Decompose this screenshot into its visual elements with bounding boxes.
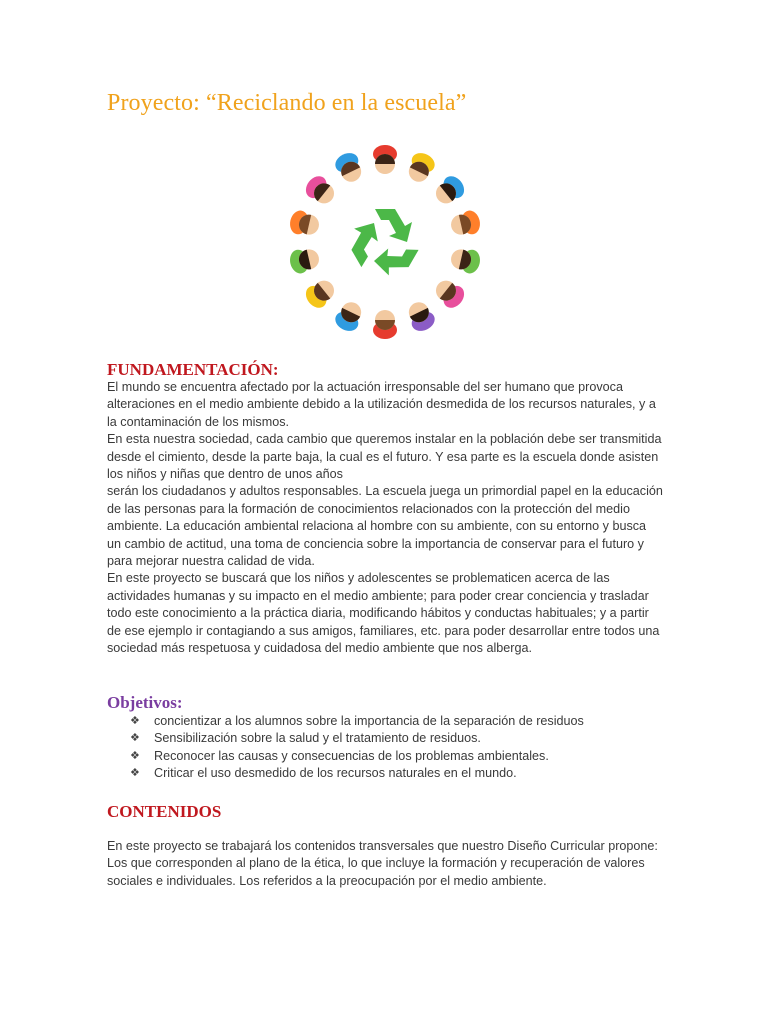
text-line: todo este conocimiento a la práctica diaria, modificando hábitos y conductas habituales; y a partir: [107, 606, 649, 621]
objetivo-text: Criticar el uso desmedido de los recursos naturales en el mundo.: [154, 766, 517, 781]
kid-figure: [332, 302, 361, 334]
contenidos-heading: CONTENIDOS: [107, 802, 222, 821]
kid-figure: [288, 248, 319, 275]
kid-figure: [408, 302, 437, 334]
kid-figure: [451, 248, 482, 275]
kid-figure: [408, 149, 437, 181]
fundamentacion-heading: FUNDAMENTACIÓN:: [107, 360, 279, 379]
document-title: Proyecto: “Reciclando en la escuela”: [107, 90, 467, 116]
text-line: Los que corresponden al plano de la ética, lo que incluye la formación y recuperación de valores: [107, 856, 645, 871]
text-line: El mundo se encuentra afectado por la actuación irresponsable del ser humano que provoca: [107, 380, 623, 394]
text-line: actividades humanas y su impacto en el medio ambiente; para poder crear conciencia y trasladar: [107, 588, 649, 603]
kid-figure: [332, 149, 361, 181]
text-line: desde el cimiento, desde la parte baja, la cual es el futuro. Y esa parte es la escuela donde asisten: [107, 449, 659, 464]
text-line: En esta nuestra sociedad, cada cambio que queremos instalar en la población debe ser transmitida: [107, 432, 662, 447]
text-line: un cambio de actitud, una toma de conciencia sobre la importancia de conservar para el futuro y: [107, 536, 644, 551]
objetivos-list: [130, 713, 670, 783]
fundamentacion-body: [107, 379, 667, 658]
text-line: sociales e individuales. Los referidos a la preocupación por el medio ambiente.: [107, 873, 547, 888]
kid-figure: [288, 209, 319, 236]
diamond-bullet-icon: ❖: [130, 767, 140, 780]
text-line: la contaminación de los mismos.: [107, 414, 289, 429]
objetivo-text: concientizar a los alumnos sobre la importancia de la separación de residuos: [154, 714, 584, 728]
objetivos-heading: Objetivos:: [107, 693, 183, 712]
text-line: ambiente. La educación ambiental relaciona al hombre con su ambiente, con su entorno y busca: [107, 519, 647, 534]
kid-figure: [302, 281, 334, 312]
text-line: de ese ejemplo ir contagiando a sus amigos, familiares, etc. para poder desarrollar entre todos una: [107, 623, 660, 638]
recycle-icon: [343, 209, 419, 282]
objetivo-item: [130, 713, 670, 730]
text-line: En este proyecto se buscará que los niños y adolescentes se problematicen acerca de las: [107, 571, 610, 586]
kid-figure: [436, 172, 468, 203]
text-line: de las personas para la formación de conocimientos relacionados con la protección del medio: [107, 501, 630, 516]
diamond-bullet-icon: ❖: [130, 732, 140, 745]
text-line: sociedad más respetuosa y cuidadosa del medio ambiente que nos alberga.: [107, 641, 532, 656]
text-line: los niños y niñas que dentro de unos años: [107, 467, 343, 482]
kid-figure: [373, 310, 397, 339]
diamond-bullet-icon: ❖: [130, 749, 140, 762]
objetivo-text: Sensibilización sobre la salud y el tratamiento de residuos.: [154, 731, 481, 746]
text-line: para mejorar nuestra calidad de vida.: [107, 554, 315, 569]
text-line: serán los ciudadanos y adultos responsables. La escuela juega un primordial papel en la educación: [107, 484, 663, 499]
objetivo-item: [130, 748, 670, 765]
diamond-bullet-icon: ❖: [130, 715, 140, 727]
objetivo-item: [130, 765, 670, 782]
recycling-kids-illustration: [282, 142, 488, 342]
kid-figure: [451, 209, 482, 236]
objetivo-text: Reconocer las causas y consecuencias de los problemas ambientales.: [154, 748, 549, 763]
text-line: En este proyecto se trabajará los contenidos transversales que nuestro Diseño Curricular propone:: [107, 839, 658, 853]
objetivo-item: [130, 730, 670, 747]
kid-figure: [373, 145, 397, 174]
contenidos-body: [107, 838, 667, 890]
kid-figure: [302, 172, 334, 203]
text-line: alteraciones en el medio ambiente debido a la utilización desmedida de los recursos naturales, y a: [107, 397, 656, 412]
kid-figure: [436, 281, 468, 312]
